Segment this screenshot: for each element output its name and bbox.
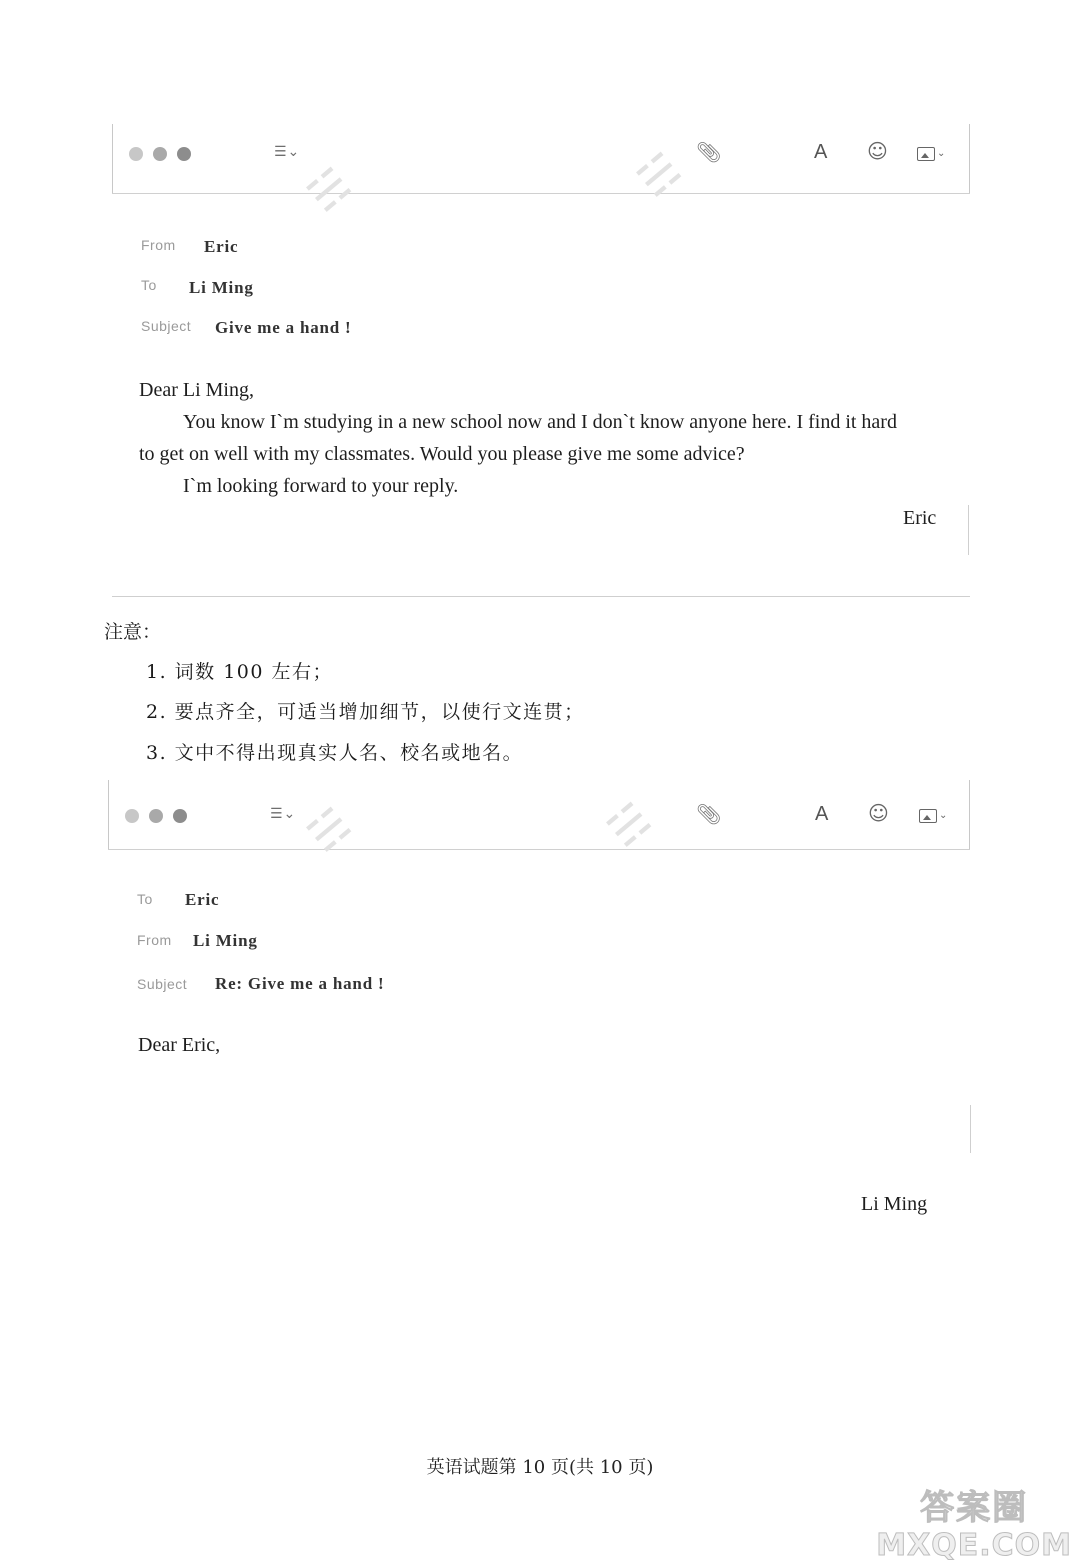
reply-from-label: From xyxy=(137,932,172,948)
window-edge xyxy=(970,1105,971,1153)
reply-subject-label: Subject xyxy=(137,976,188,992)
watermark-text: ☵ xyxy=(298,158,362,223)
to-label: To xyxy=(141,277,157,293)
body-line-3: I`m looking forward to your reply. xyxy=(183,475,459,497)
brand-logo-bottom: MXQE.COM xyxy=(876,1528,1072,1563)
reply-from-value: Li Ming xyxy=(193,931,258,950)
list-icon[interactable]: ☰⌄ xyxy=(270,806,297,822)
font-icon[interactable]: A xyxy=(815,803,829,825)
email-toolbar xyxy=(112,124,970,194)
paperclip-icon[interactable]: 📎︎ xyxy=(696,140,722,164)
emoji-icon[interactable]: ☺ xyxy=(868,801,889,825)
from-label: From xyxy=(141,237,176,253)
reply-body-area[interactable] xyxy=(138,1066,938,1186)
signature: Eric xyxy=(903,507,937,529)
watermark-text: ☵ xyxy=(298,798,362,863)
brand-logo xyxy=(876,1480,1072,1563)
window-minimize-dot[interactable] xyxy=(149,809,163,823)
reply-toolbar xyxy=(108,780,970,850)
paperclip-icon[interactable]: 📎︎ xyxy=(696,802,722,826)
from-value: Eric xyxy=(204,237,239,256)
reply-signature: Li Ming xyxy=(861,1193,928,1215)
watermark-text: ☵ xyxy=(598,793,662,858)
list-icon[interactable]: ☰⌄ xyxy=(274,144,301,160)
subject-label: Subject xyxy=(141,318,192,334)
page-footer: 英语试题第 10 页(共 10 页) xyxy=(426,1457,654,1478)
to-value: Li Ming xyxy=(189,278,254,297)
window-zoom-dot[interactable] xyxy=(173,809,187,823)
note-item-1: 1. 词数 100 左右； xyxy=(146,661,334,683)
brand-logo-top: 答案圈 xyxy=(920,1488,1029,1528)
note-item-2: 2. 要点齐全，可适当增加细节，以使行文连贯； xyxy=(146,701,585,723)
notes-title: 注意： xyxy=(104,621,162,643)
window-close-dot[interactable] xyxy=(129,147,143,161)
window-zoom-dot[interactable] xyxy=(177,147,191,161)
window-edge xyxy=(968,505,969,555)
reply-subject-value: Re: Give me a hand ! xyxy=(215,974,385,993)
reply-to-label: To xyxy=(137,891,153,907)
watermark-text: ☵ xyxy=(628,143,692,208)
font-icon[interactable]: A xyxy=(814,141,828,163)
emoji-icon[interactable]: ☺ xyxy=(867,139,888,163)
body-line-2: to get on well with my classmates. Would you please give me some advice? xyxy=(139,443,745,465)
body-line-1: You know I`m studying in a new school now and I don`t know anyone here. I find it hard xyxy=(183,411,897,433)
window-close-dot[interactable] xyxy=(125,809,139,823)
note-item-3: 3. 文中不得出现真实人名、校名或地名。 xyxy=(146,742,524,764)
greeting: Dear Li Ming, xyxy=(139,379,254,401)
reply-to-value: Eric xyxy=(185,890,220,909)
window-minimize-dot[interactable] xyxy=(153,147,167,161)
email-bottom-rule xyxy=(112,596,970,597)
subject-value: Give me a hand ! xyxy=(215,318,352,337)
image-icon[interactable]: ⌄ xyxy=(917,143,945,162)
reply-greeting: Dear Eric, xyxy=(138,1034,221,1056)
image-icon[interactable]: ⌄ xyxy=(919,805,947,824)
